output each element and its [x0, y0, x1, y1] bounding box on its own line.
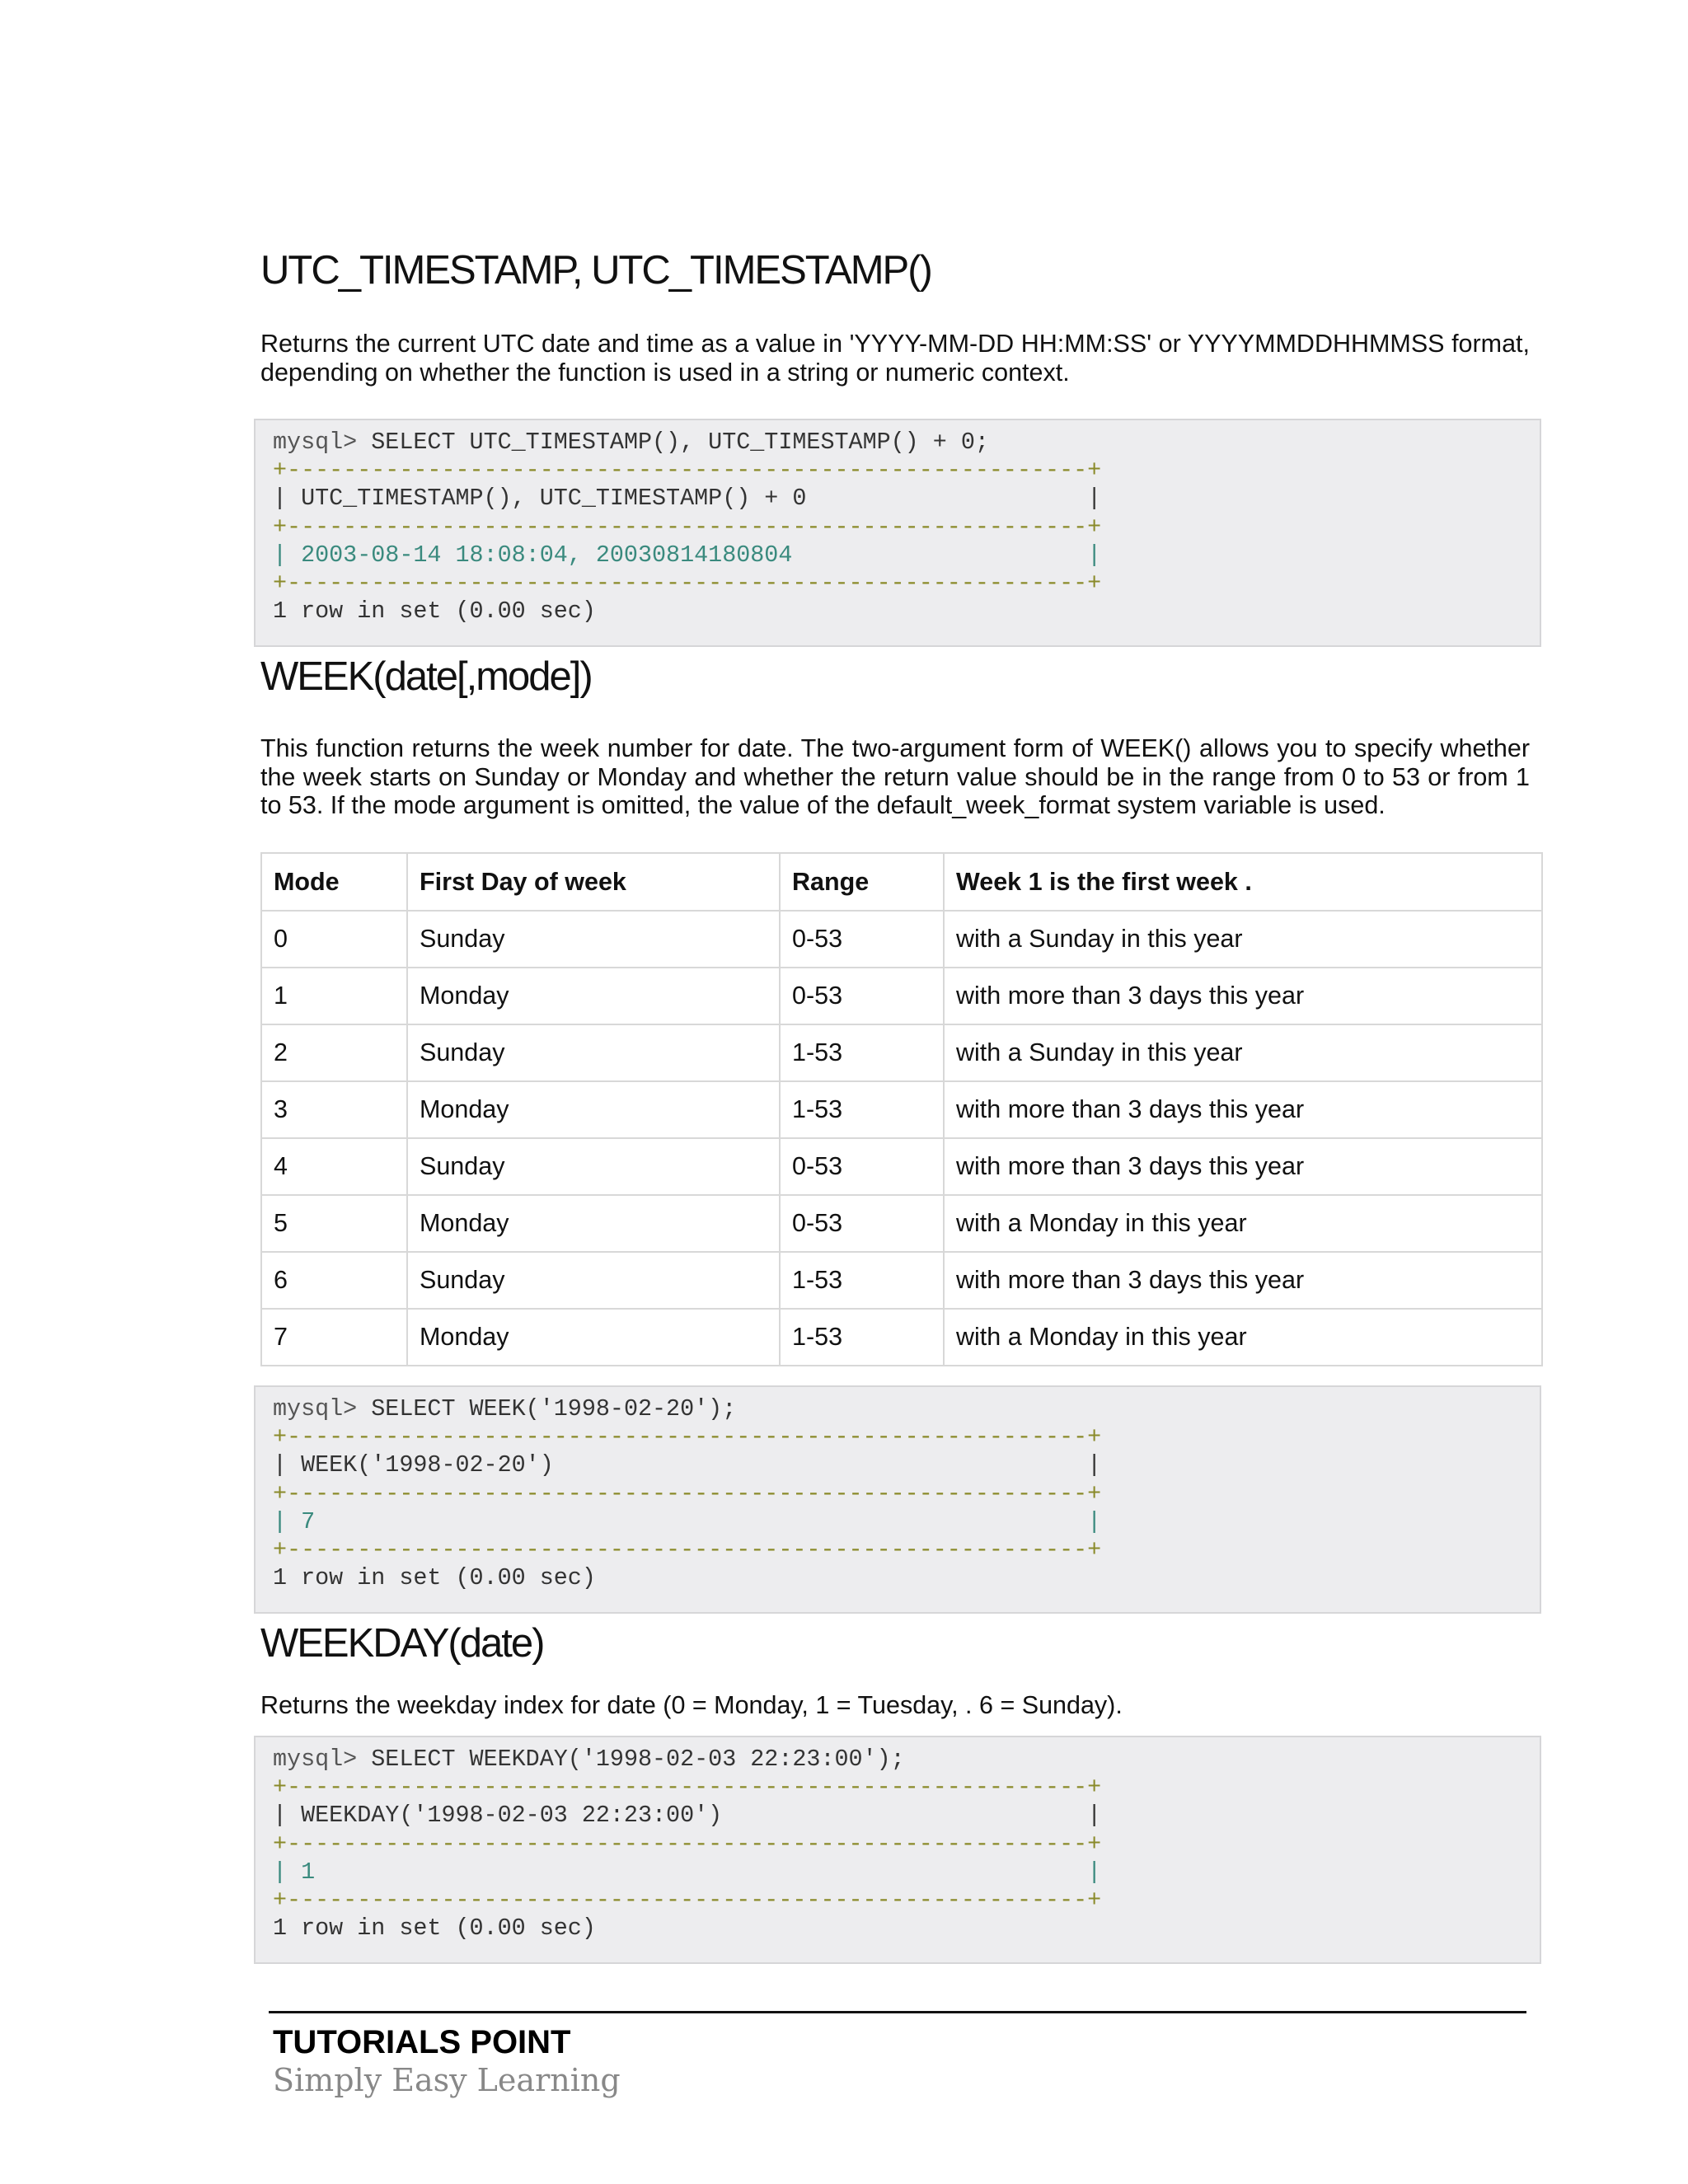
code-result-header: | WEEKDAY('1998-02-03 22:23:00') | — [273, 1802, 1102, 1830]
code-border: +---------------------------------------------------------+ — [273, 457, 1102, 485]
table-cell: Monday — [407, 1195, 780, 1252]
code-prompt: mysql> — [273, 1395, 358, 1422]
section-paragraph-utc-timestamp: Returns the current UTC date and time as a value in 'YYYY-MM-DD HH:MM:SS' or YYYYMMDDHHMMSS format, depending on whether the function is used in a string or numeric context. — [260, 330, 1530, 387]
code-query: SELECT UTC_TIMESTAMP(), UTC_TIMESTAMP() + 0; — [357, 429, 989, 456]
table-cell: Sunday — [407, 1252, 780, 1309]
code-border: +---------------------------------------------------------+ — [273, 1830, 1102, 1858]
table-cell: Monday — [407, 1081, 780, 1138]
table-cell: with a Sunday in this year — [944, 1024, 1542, 1081]
table-header-cell: Mode — [261, 853, 407, 911]
table-cell: with more than 3 days this year — [944, 1252, 1542, 1309]
table-cell: 0-53 — [780, 1138, 944, 1195]
code-query: SELECT WEEK('1998-02-20'); — [357, 1395, 737, 1422]
table-cell: with a Monday in this year — [944, 1195, 1542, 1252]
table-cell: 5 — [261, 1195, 407, 1252]
table-cell: 0-53 — [780, 1195, 944, 1252]
table-cell: with more than 3 days this year — [944, 1138, 1542, 1195]
code-prompt: mysql> — [273, 1746, 358, 1773]
table-cell: Monday — [407, 968, 780, 1024]
table-cell: 7 — [261, 1309, 407, 1366]
code-result-row: | 7 | — [273, 1507, 1102, 1535]
code-border: +---------------------------------------------------------+ — [273, 1886, 1102, 1915]
table-cell: Monday — [407, 1309, 780, 1366]
code-status: 1 row in set (0.00 sec) — [273, 598, 596, 626]
table-cell: with more than 3 days this year — [944, 968, 1542, 1024]
footer-tagline: Simply Easy Learning — [273, 2062, 621, 2098]
section-heading-utc-timestamp: UTC_TIMESTAMP, UTC_TIMESTAMP() — [260, 248, 931, 293]
table-cell: 3 — [261, 1081, 407, 1138]
table-cell: 1-53 — [780, 1081, 944, 1138]
table-cell: 2 — [261, 1024, 407, 1081]
code-result-row: | 2003-08-14 18:08:04, 20030814180804 | — [273, 541, 1102, 569]
table-cell: with a Monday in this year — [944, 1309, 1542, 1366]
table-cell: Sunday — [407, 1024, 780, 1081]
table-row — [261, 1138, 1542, 1195]
week-mode-table — [260, 852, 1543, 1366]
table-row — [261, 1024, 1542, 1081]
table-cell: 0-53 — [780, 968, 944, 1024]
code-status: 1 row in set (0.00 sec) — [273, 1564, 596, 1592]
section-heading-week: WEEK(date[,mode]) — [260, 654, 592, 699]
code-border: +---------------------------------------------------------+ — [273, 569, 1102, 598]
code-border: +---------------------------------------------------------+ — [273, 1423, 1102, 1451]
table-cell: Sunday — [407, 1138, 780, 1195]
table-row — [261, 911, 1542, 968]
table-cell: with a Sunday in this year — [944, 911, 1542, 968]
code-border: +---------------------------------------------------------+ — [273, 513, 1102, 541]
table-cell: 0 — [261, 911, 407, 968]
footer-divider — [269, 2011, 1526, 2013]
table-cell: 1 — [261, 968, 407, 1024]
table-header-cell: First Day of week — [407, 853, 780, 911]
footer-brand: TUTORIALS POINT — [273, 2024, 571, 2060]
table-row — [261, 1195, 1542, 1252]
table-cell: Sunday — [407, 911, 780, 968]
table-cell: 0-53 — [780, 911, 944, 968]
table-row — [261, 1252, 1542, 1309]
table-cell: 4 — [261, 1138, 407, 1195]
table-header-cell: Range — [780, 853, 944, 911]
section-paragraph-week: This function returns the week number for date. The two-argument form of WEEK() allows you to specify whether the week starts on Sunday or Monday and whether the return value should be in the range from 0 to 53 or from 1 to 53. If the mode argument is omitted, the value of the default_week_format system variable is used. — [260, 734, 1530, 819]
table-header-row — [261, 853, 1542, 911]
code-example-utc-timestamp — [254, 419, 1541, 647]
table-row — [261, 1081, 1542, 1138]
table-cell: 6 — [261, 1252, 407, 1309]
section-heading-weekday: WEEKDAY(date) — [260, 1621, 544, 1666]
table-cell: 1-53 — [780, 1309, 944, 1366]
table-header-cell: Week 1 is the first week . — [944, 853, 1542, 911]
code-result-header: | WEEK('1998-02-20') | — [273, 1451, 1102, 1479]
table-cell: 1-53 — [780, 1024, 944, 1081]
table-row — [261, 968, 1542, 1024]
code-border: +---------------------------------------------------------+ — [273, 1479, 1102, 1507]
code-prompt: mysql> — [273, 429, 358, 456]
code-example-week — [254, 1385, 1541, 1614]
code-result-header: | UTC_TIMESTAMP(), UTC_TIMESTAMP() + 0 | — [273, 485, 1102, 513]
table-cell: with more than 3 days this year — [944, 1081, 1542, 1138]
table-row — [261, 1309, 1542, 1366]
code-result-row: | 1 | — [273, 1858, 1102, 1886]
code-query: SELECT WEEKDAY('1998-02-03 22:23:00'); — [357, 1746, 905, 1773]
code-border: +---------------------------------------------------------+ — [273, 1536, 1102, 1564]
table-cell: 1-53 — [780, 1252, 944, 1309]
section-paragraph-weekday: Returns the weekday index for date (0 = Monday, 1 = Tuesday, . 6 = Sunday). — [260, 1691, 1123, 1719]
code-example-weekday — [254, 1736, 1541, 1964]
code-border: +---------------------------------------------------------+ — [273, 1774, 1102, 1802]
code-status: 1 row in set (0.00 sec) — [273, 1915, 596, 1943]
